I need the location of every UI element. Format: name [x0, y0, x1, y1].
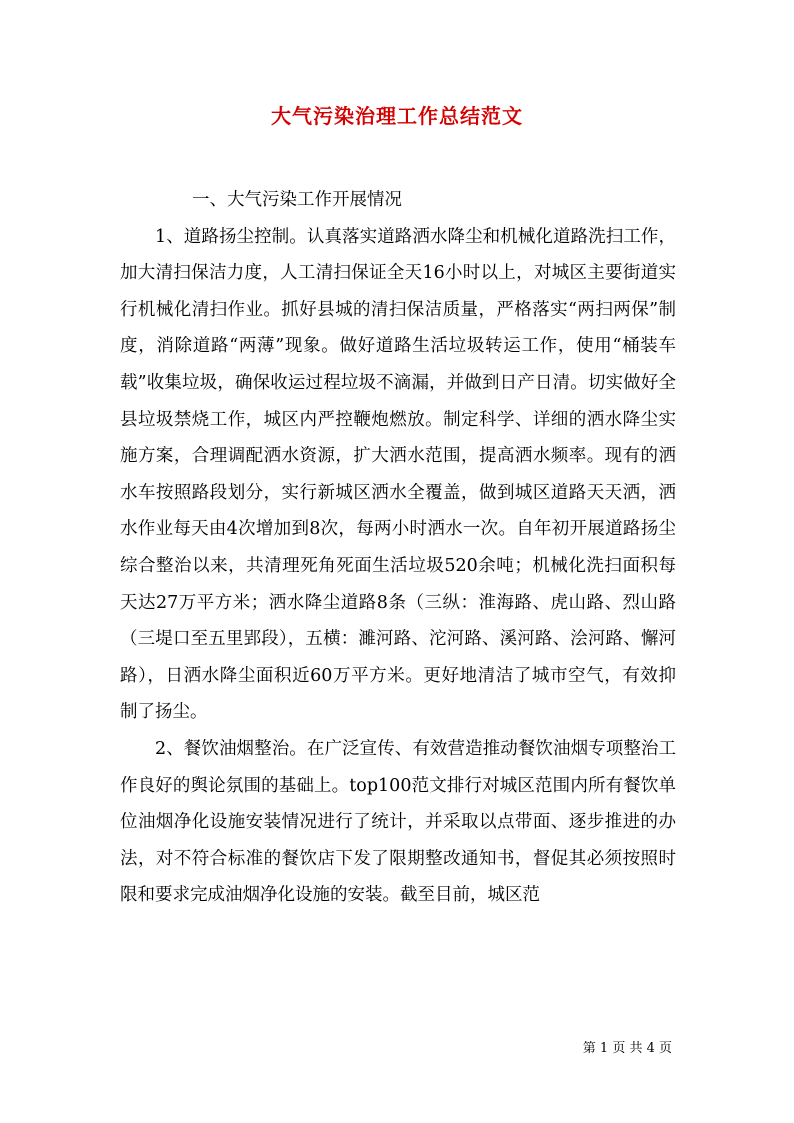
page-number: 第 1 页 共 4 页: [582, 1041, 672, 1056]
document-title: 大气污染治理工作总结范文: [271, 104, 523, 128]
paragraph-road-dust-control: 1、道路扬尘控制。认真落实道路洒水降尘和机械化道路洗扫工作，加大清扫保洁力度，人工清扫保证全天16小时以上，对城区主要街道实行机械化清扫作业。抓好县城的清扫保洁质量，严格落实“两扫两保”制度，消除道路“两薄”现象。做好道路生活垃圾转运工作，使用“桶装车载”收集垃圾，确保收运过程垃圾不滴漏，并做到日产日清。切实做好全县垃圾禁烧工作，城区内严控鞭炮燃放。制定科学、详细的洒水降尘实施方案，合理调配洒水资源，扩大洒水范围，提高洒水频率。现有的洒水车按照路段划分，实行新城区洒水全覆盖，做到城区道路天天洒，洒水作业每天由4次增加到8次，每两小时洒水一次。自年初开展道路扬尘综合整治以来，共清理死角死面生活垃圾520余吨；机械化洗扫面积每天达27万平方米；洒水降尘道路8条（三纵：淮海路、虎山路、烈山路（三堤口至五里郢段），五横：濉河路、沱河路、溪河路、浍河路、懈河路），日洒水降尘面积近60万平方米。更好地清洁了城市空气，有效抑制了扬尘。: [120, 226, 676, 723]
document-body: [120, 182, 676, 914]
section-heading: 一、大气污染工作开展情况: [192, 190, 402, 210]
paragraph-catering-fume-control: 2、餐饮油烟整治。在广泛宣传、有效营造推动餐饮油烟专项整治工作良好的舆论氛围的基础上。top100范文排行对城区范围内所有餐饮单位油烟净化设施安装情况进行了统计，并采取以点带面、逐步推进的办法，对不符合标准的餐饮店下发了限期整改通知书，督促其必须按照时限和要求完成油烟净化设施的安装。截至目前，城区范: [120, 738, 676, 906]
